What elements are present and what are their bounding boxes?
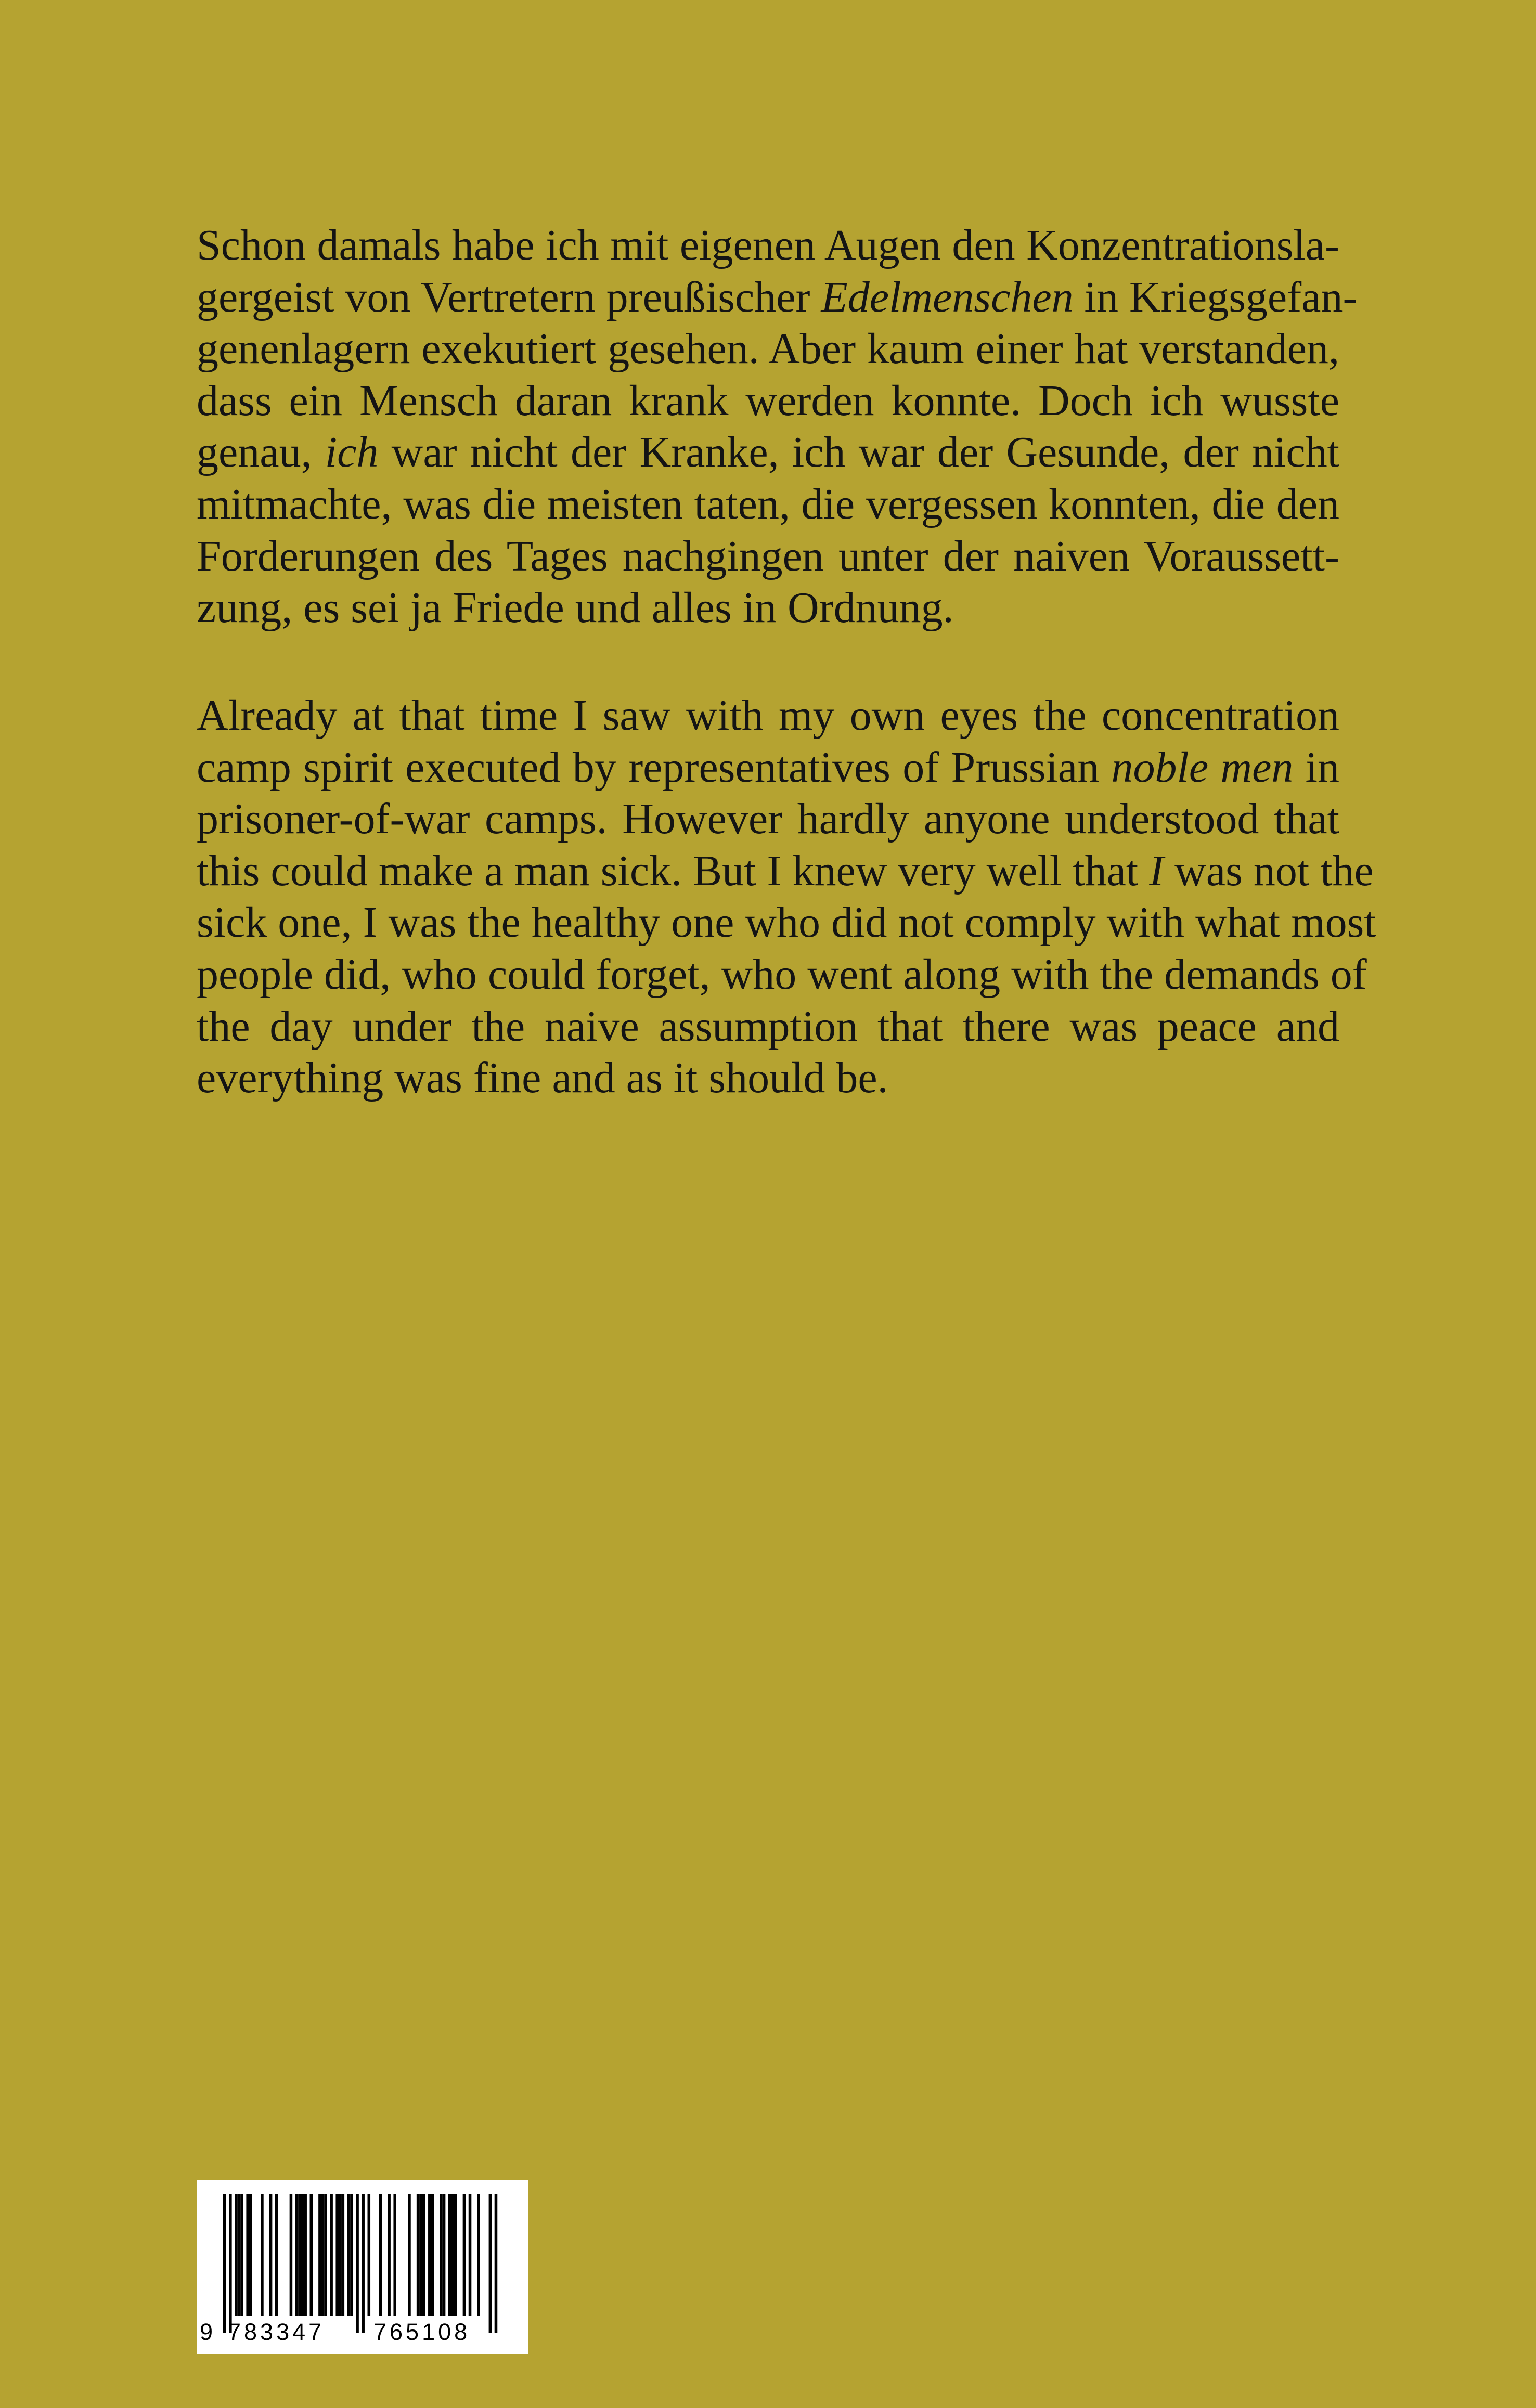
barcode-guard-bar (495, 2194, 498, 2333)
english-line-2 (197, 742, 1339, 794)
english-line-4 (197, 845, 1374, 897)
barcode-bar (443, 2194, 446, 2316)
english-line-8: everything was fine and as it should be. (197, 1054, 888, 1103)
barcode-bar (477, 2194, 480, 2316)
barcode-bar (350, 2194, 353, 2316)
barcode-bar (368, 2194, 371, 2316)
barcode-bar (318, 2194, 321, 2316)
english-line-6: people did, who could forget, who went along with the demands of (197, 950, 1367, 999)
italic-noble-men: noble men (1111, 743, 1294, 792)
barcode-bar (310, 2194, 313, 2316)
english-line-2-end: in (1293, 743, 1339, 792)
barcode-bar (463, 2194, 466, 2316)
barcode-bar (393, 2194, 396, 2316)
barcode-bar (301, 2194, 304, 2316)
barcode-guard-bar (489, 2194, 492, 2333)
barcode-bar (235, 2194, 238, 2316)
barcode-bar (304, 2194, 307, 2316)
barcode-bar (417, 2194, 420, 2316)
barcode-bar (388, 2194, 391, 2316)
german-paragraph (197, 219, 1358, 634)
barcode-bar (454, 2194, 457, 2316)
barcode-guard-bar (362, 2194, 365, 2333)
german-line-1: Schon damals habe ich mit eigenen Augen den Konzentrationsla- (197, 221, 1339, 269)
german-line-5-end: war nicht der Kranke, ich war der Gesunde, der nicht (378, 428, 1339, 477)
barcode-bar (261, 2194, 264, 2316)
barcode-guard-bar (356, 2194, 359, 2333)
barcode-bar (335, 2194, 339, 2316)
barcode-bar (321, 2194, 325, 2316)
barcode-bar (419, 2194, 422, 2316)
german-line-2-end: in Kriegsgefan- (1073, 273, 1358, 321)
barcode-bar (240, 2194, 243, 2316)
german-line-2 (197, 271, 1358, 323)
barcode-bar (431, 2194, 434, 2316)
barcode-bar (269, 2194, 273, 2316)
barcode-bar (408, 2194, 411, 2316)
barcode-lead-digit: 9 (200, 2319, 216, 2345)
barcode-guard-bar (223, 2194, 226, 2333)
barcode-bar (428, 2194, 431, 2316)
barcode-bar (448, 2194, 451, 2316)
barcode-bar (440, 2194, 443, 2316)
italic-edelmenschen: Edelmenschen (821, 273, 1074, 321)
barcode-bar (238, 2194, 241, 2316)
english-line-7: the day under the naive assumption that there was peace and (197, 1002, 1339, 1051)
german-line-6: mitmachte, was die meisten taten, die vergessen konnten, die den (197, 480, 1339, 528)
barcode-bar (339, 2194, 342, 2316)
barcode-bar (246, 2194, 249, 2316)
barcode-bar (275, 2194, 278, 2316)
english-line-4-end: was not the (1164, 846, 1374, 895)
italic-i: I (1149, 846, 1164, 895)
english-line-2-start: camp spirit executed by representatives of Prussian (197, 743, 1112, 792)
english-line-5: sick one, I was the healthy one who did not comply with what most (197, 898, 1376, 947)
barcode-bar (298, 2194, 301, 2316)
barcode-bar (324, 2194, 327, 2316)
barcode-bar (290, 2194, 293, 2316)
german-line-5-start: genau, (197, 428, 325, 477)
german-line-3: genenlagern exekutiert gesehen. Aber kaum einer hat verstanden, (197, 325, 1339, 373)
barcode-bar (422, 2194, 425, 2316)
barcode-right-digits: 765108 (373, 2319, 471, 2345)
german-line-4: dass ein Mensch daran krank werden konnte. Doch ich wusste (197, 376, 1339, 425)
barcode-bar (249, 2194, 252, 2316)
barcode-guard-bar (229, 2194, 232, 2333)
german-line-8: zung, es sei ja Friede und alles in Ordnung. (197, 584, 954, 632)
english-paragraph (197, 690, 1376, 1104)
italic-ich: ich (325, 428, 379, 477)
english-line-1: Already at that time I saw with my own eyes the concentration (197, 691, 1339, 740)
german-line-2-start: gergeist von Vertretern preußischer (197, 273, 821, 321)
isbn-barcode (197, 2180, 528, 2354)
barcode-bar (451, 2194, 454, 2316)
barcode-left-digits: 783347 (228, 2319, 325, 2345)
barcode-bar (330, 2194, 333, 2316)
barcode-bar (295, 2194, 299, 2316)
english-line-3: prisoner-of-war camps. However hardly anyone understood that (197, 795, 1339, 844)
barcode-bar (347, 2194, 351, 2316)
german-line-7: Forderungen des Tages nachgingen unter der naiven Voraussett- (197, 532, 1339, 580)
barcode-bar (379, 2194, 382, 2316)
english-line-4-start: this could make a man sick. But I knew very well that (197, 846, 1150, 895)
barcode-bar (342, 2194, 345, 2316)
german-line-5 (197, 426, 1339, 478)
barcode-bar (469, 2194, 472, 2316)
